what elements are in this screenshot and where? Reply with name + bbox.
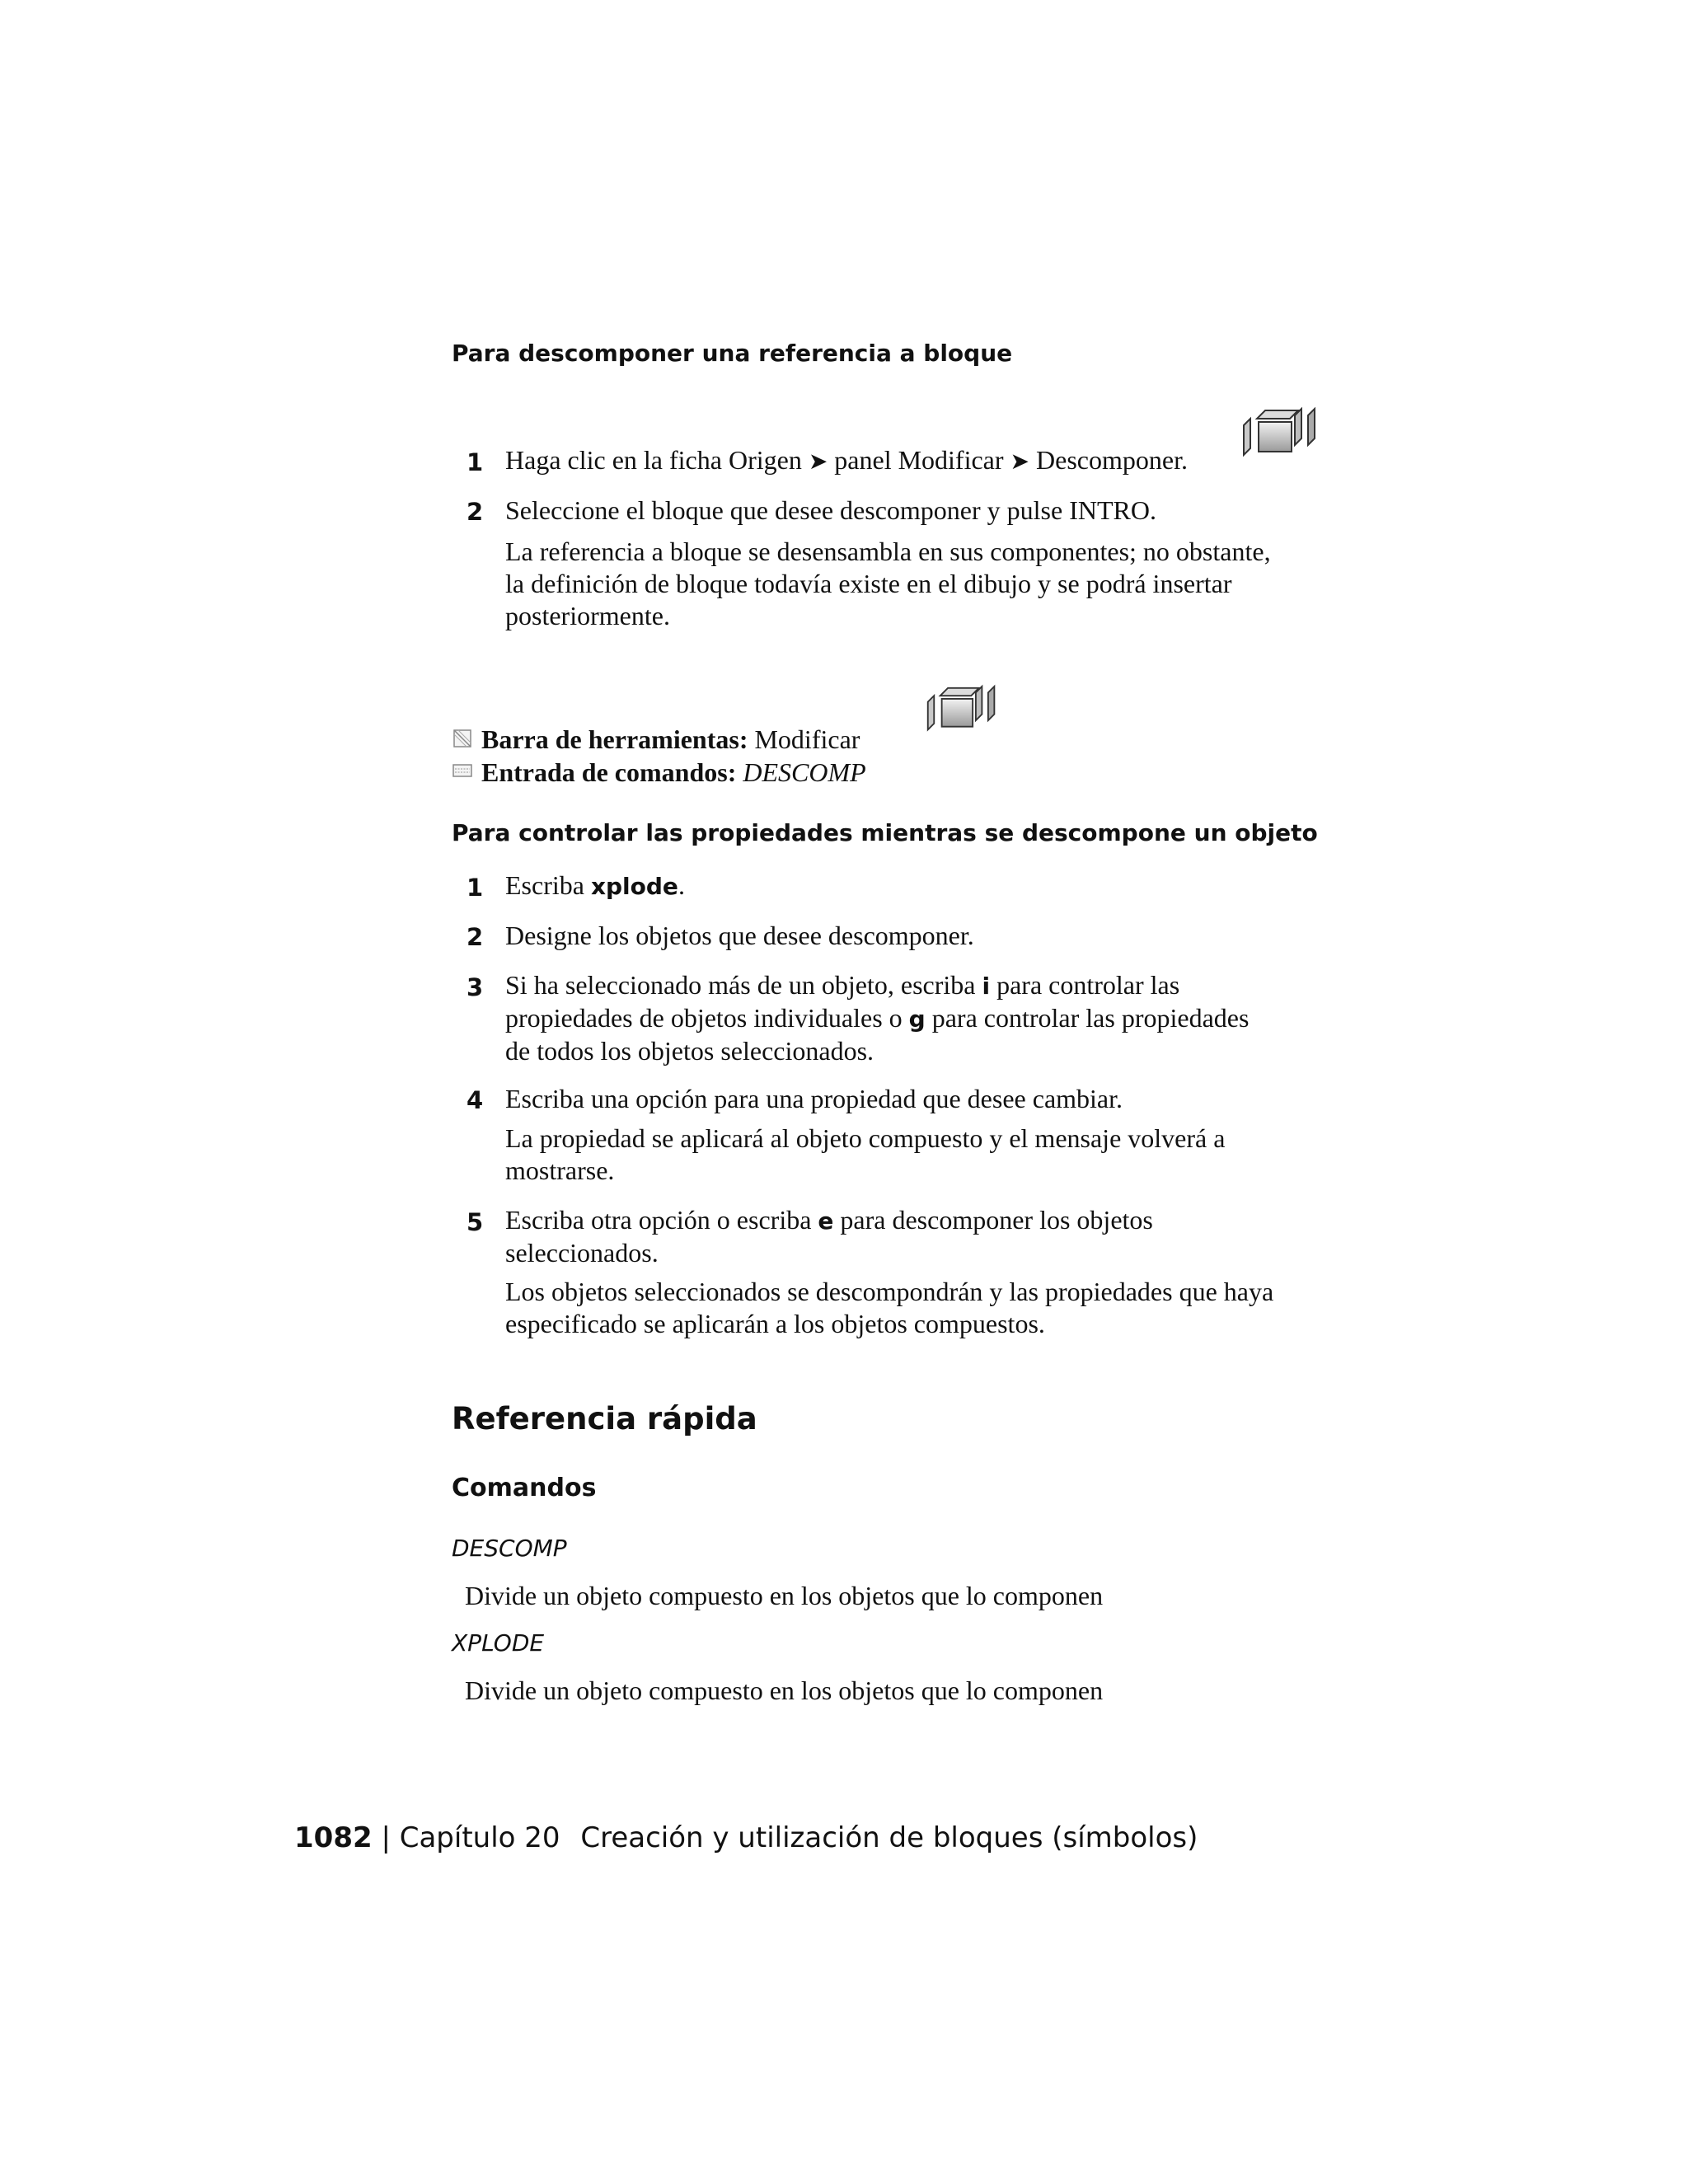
step-text-part: Escriba otra opción o escriba [505,1205,812,1235]
explode-icon [925,681,999,738]
step-number: 2 [467,923,484,951]
step-line: seleccionados. [505,1238,659,1268]
step-note [505,1122,1346,1187]
note-line: La referencia a bloque se desensambla en sus componentes; no obstante, [505,537,1271,566]
access-label: Entrada de comandos: [481,757,737,787]
chapter-label: Capítulo 20 [399,1821,560,1854]
toolbar-icon [452,728,473,749]
page-number: 1082 [294,1821,373,1854]
step-line [505,1204,1346,1237]
note-line: Los objetos seleccionados se descompondrán y las propiedades que haya [505,1277,1274,1306]
step-text-part: Si ha seleccionado más de un objeto, escriba [505,970,976,1000]
note-line: mostrarse. [505,1155,615,1185]
page-footer [294,1821,1198,1854]
access-value: Modificar [754,724,860,754]
step-text-part: para descomponer los objetos [840,1205,1153,1235]
note-line: la definición de bloque todavía existe en el dibujo y se podrá insertar [505,569,1232,598]
footer-separator: | [381,1821,391,1854]
step-line [505,969,1346,1002]
step-text-part: panel Modificar [834,445,1004,475]
step-text: Escriba una opción para una propiedad que desee cambiar. [505,1084,1123,1113]
step-text: Designe los objetos que desee descomponer. [505,921,974,950]
step-number: 3 [467,973,484,1001]
step-number: 1 [467,448,484,476]
step-line: de todos los objetos seleccionados. [505,1036,874,1066]
step-text-part: propiedades de objetos individuales o [505,1003,903,1033]
chapter-title: Creación y utilización de bloques (símbolos) [580,1821,1198,1854]
step-note [505,536,1346,632]
step-number: 2 [467,498,484,526]
section-title: Referencia rápida [452,1401,757,1436]
note-line: especificado se aplicarán a los objetos compuestos. [505,1309,1045,1338]
step-text [505,1204,1346,1269]
menu-arrow-icon: ➤ [808,448,828,475]
step-note [505,1276,1346,1340]
note-line: posteriormente. [505,601,670,630]
command-access [481,757,866,788]
access-label: Barra de herramientas: [481,724,748,754]
option-key: e [818,1207,834,1235]
procedure-heading: Para controlar las propiedades mientras se descompone un objeto [452,819,1318,846]
explode-icon [1240,404,1320,463]
keyboard-icon [452,762,473,779]
step-text-part: Haga clic en la ficha Origen [505,445,802,475]
step-text [505,969,1346,1067]
procedure-heading: Para descomponer una referencia a bloque [452,340,1013,367]
access-value: DESCOMP [743,757,866,787]
step-number: 5 [467,1208,484,1236]
command-description: Divide un objeto compuesto en los objetos que lo componen [465,1675,1104,1705]
command-name: xplode [590,873,678,900]
step-text [505,444,1188,477]
step-number: 4 [467,1086,484,1114]
step-number: 1 [467,874,484,902]
command-name: DESCOMP [452,1535,567,1562]
toolbar-access [481,724,860,755]
step-text: Seleccione el bloque que desee descomponer y pulse INTRO. [505,495,1156,525]
option-key: i [982,972,991,1000]
menu-arrow-icon: ➤ [1010,448,1029,475]
step-text-part: . [678,870,685,900]
step-line [505,1002,1346,1035]
step-text [505,869,685,902]
step-text-part: para controlar las [996,970,1180,1000]
step-text-part: Escriba [505,870,584,900]
step-text-part: Descomponer. [1036,445,1188,475]
note-line: La propiedad se aplicará al objeto compuesto y el mensaje volverá a [505,1123,1226,1153]
option-key: g [908,1005,926,1033]
subsection-title: Comandos [452,1474,597,1502]
command-name: XPLODE [452,1629,545,1657]
command-description: Divide un objeto compuesto en los objetos que lo componen [465,1581,1104,1610]
step-text-part: para controlar las propiedades [931,1003,1250,1033]
